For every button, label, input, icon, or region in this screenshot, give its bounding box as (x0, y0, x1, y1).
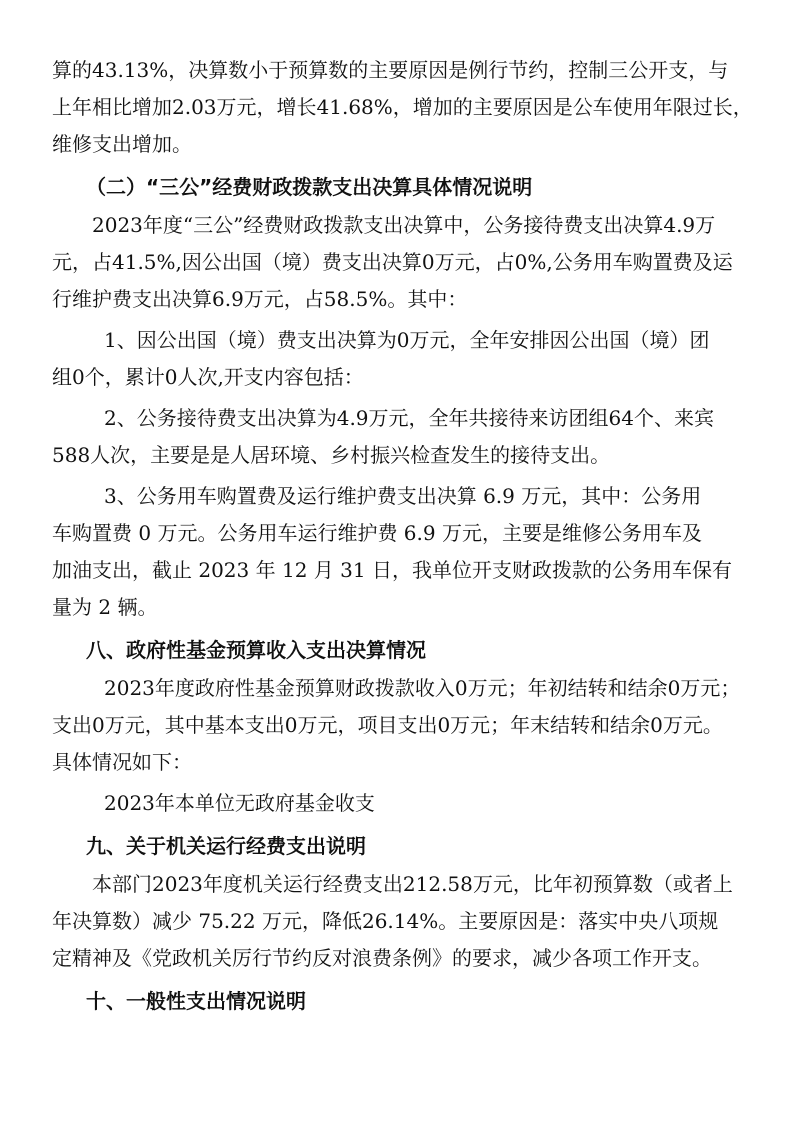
section-heading-sangong-detail: （二）“三公”经费财政拨款支出决算具体情况说明 (86, 175, 533, 199)
section-heading-9: 九、关于机关运行经费支出说明 (86, 834, 366, 858)
text-line: 年决算数）减少 75.22 万元，降低26.14%。主要原因是：落实中央八项规 (52, 909, 719, 933)
text-line: 量为 2 辆。 (52, 595, 158, 619)
text-line: 加油支出，截止 2023 年 12 月 31 日，我单位开支财政拨款的公务用车保有 (52, 558, 732, 582)
text-line: 行维护费支出决算6.9万元，占58.5%。其中： (52, 287, 468, 311)
text-line: 3、公务用车购置费及运行维护费支出决算 6.9 万元，其中：公务用 (104, 484, 702, 508)
paragraph-item-2 (52, 400, 749, 474)
paragraph-gov-fund (52, 670, 749, 781)
section-heading-10: 十、一般性支出情况说明 (86, 989, 306, 1013)
paragraph-item-3 (52, 478, 749, 626)
paragraph-continuation (52, 52, 753, 163)
text-line: 2023年度政府性基金预算财政拨款收入0万元；年初结转和结余0万元； (104, 676, 741, 700)
text-line: 1、因公出国（境）费支出决算为0万元，全年安排因公出国（境）团 (104, 328, 710, 352)
text-line: 车购置费 0 万元。公务用车运行维护费 6.9 万元，主要是维修公务用车及 (52, 521, 702, 545)
text-line: 2023年度“三公”经费财政拨款支出决算中，公务接待费支出决算4.9万 (92, 213, 716, 237)
text-line: 本部门2023年度机关运行经费支出212.58万元，比年初预算数（或者上 (92, 872, 733, 896)
text-line: 2023年本单位无政府基金收支 (104, 791, 375, 815)
text-line: 上年相比增加2.03万元，增长41.68%，增加的主要原因是公车使用年限过长， (52, 95, 753, 119)
text-line: 支出0万元，其中基本支出0万元，项目支出0万元；年末结转和结余0万元。 (52, 713, 723, 737)
text-line: 组0个，累计0人次,开支内容包括： (52, 365, 364, 389)
paragraph-operating-expenses (52, 866, 749, 977)
text-line: 2、公务接待费支出决算为4.9万元，全年共接待来访团组64个、来宾 (104, 406, 714, 430)
text-line: 具体情况如下： (52, 750, 192, 774)
text-line: 定精神及《党政机关厉行节约反对浪费条例》的要求，减少各项工作开支。 (52, 946, 712, 970)
text-line: 算的43.13%，决算数小于预算数的主要原因是例行节约，控制三公开支，与 (52, 58, 729, 82)
text-line: 维修支出增加。 (52, 132, 192, 156)
text-line: 588人次，主要是是人居环境、乡村振兴检查发生的接待支出。 (52, 443, 611, 467)
section-heading-8: 八、政府性基金预算收入支出决算情况 (86, 638, 426, 662)
paragraph-sangong-summary (52, 207, 749, 318)
paragraph-item-1 (52, 322, 749, 396)
text-line: 元，占41.5%,因公出国（境）费支出决算0万元，占0%,公务用车购置费及运 (52, 250, 733, 274)
paragraph-gov-fund-note (52, 785, 749, 822)
